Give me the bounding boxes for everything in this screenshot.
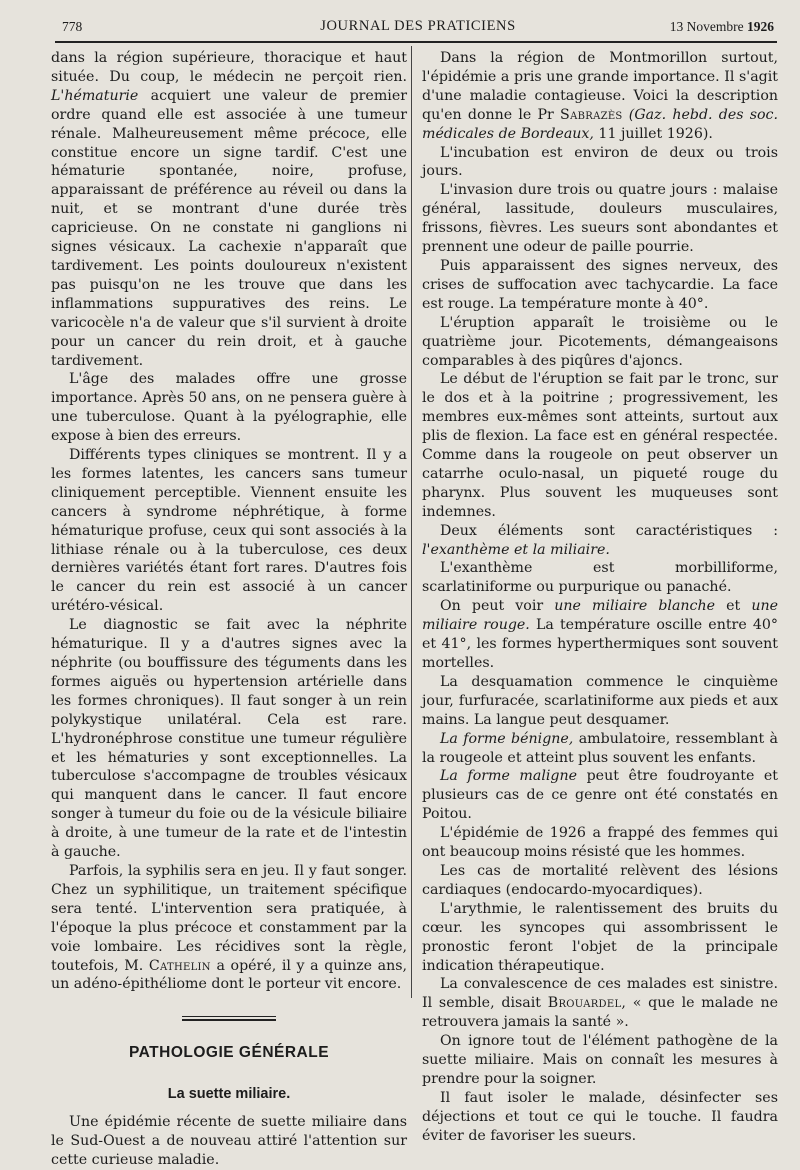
paragraph: La forme maligne peut être foudroyante et plusieurs cas de ce genre ont été constatés en Poitou. — [422, 768, 778, 823]
paragraph: Il faut isoler le malade, désinfecter ses déjections et tout ce qui le touche. Il faudra éviter de favoriser les sueurs. — [422, 1089, 778, 1144]
header-rule — [55, 41, 777, 43]
paragraph: On ignore tout de l'élément pathogène de la suette miliaire. Mais on connaît les mesures à prendre pour la soigner. — [422, 1033, 778, 1087]
paragraph: La desquamation commence le cinquième jour, furfuracée, scarlatiniforme aux pieds et aux mains. La langue peut desquamer. — [422, 673, 778, 728]
paragraph: On peut voir une miliaire blanche et une miliaire rouge. La température oscille entre 40° et 41°, les formes hyperthermiques sont souvent mortelles. — [422, 598, 779, 671]
paragraph: La forme bénigne, ambulatoire, ressemblant à la rougeole et atteint plus souvent les enfants. — [422, 730, 778, 766]
right-column — [422, 49, 778, 1146]
running-header — [62, 17, 774, 41]
column-divider — [411, 46, 412, 998]
paragraph: Parfois, la syphilis sera en jeu. Il y faut songer. Chez un syphilitique, un traitement spécifique sera tenté. L'intervention sera pratiquée, à l'époque la plus précoce et constamment par la voie lombaire. Les récidives sont la règle, toutefois, M. Cathelin a opéré, il y a quinze ans, un adéno-épithéliome dont le porteur vit encore. — [51, 862, 408, 993]
section-title: PATHOLOGIE GÉNÉRALE — [128, 1044, 330, 1062]
paragraph: La convalescence de ces malades est sinistre. Il semble, disait Brouardel, « que le malade ne retrouvera jamais la santé ». — [422, 976, 778, 1031]
paragraph: Différents types cliniques se montrent. Il y a les formes latentes, les cancers sans tumeur cliniquement perceptible. Viennent ensuite les cancers à syndrome néphrétique, à forme hématurique profuse, ceux qui sont associés à la lithiase rénale ou à la tuberculose, ces deux dernières variétés étant fort rares. D'autres fois le cancer du rein est associé à un cancer urétéro-vésical. — [51, 447, 407, 615]
paragraph: Le début de l'éruption se fait par le tronc, sur le dos et à la poitrine ; progressivement, les membres eux-mêmes sont atteints, surtout aux plis de flexion. La face est en général respectée. Comme dans la rougeole on peut observer un catarrhe oculo-nasal, un piqueté rouge du pharynx. Plus souvent les muqueuses sont indemnes. — [422, 371, 778, 520]
paragraph: L'âge des malades offre une grosse importance. Après 50 ans, on ne pensera guère à une tuberculose. Quant à la pyélographie, elle expose à bien des erreurs. — [51, 371, 407, 445]
article-title: La suette miliaire. — [167, 1086, 291, 1103]
paragraph: L'invasion dure trois ou quatre jours : malaise général, lassitude, douleurs musculaires, frissons, fièvres. Les sueurs sont abondantes et prennent une odeur de paille pourrie. — [422, 182, 778, 256]
paragraph: L'incubation est environ de deux ou trois jours. — [422, 144, 778, 180]
left-column — [51, 49, 407, 1170]
paragraph: Les cas de mortalité relèvent des lésions cardiaques (endocardo-myocardiques). — [422, 862, 778, 898]
section-ornament-rule — [182, 1016, 276, 1021]
page-number: 778 — [62, 19, 83, 34]
paragraph: Le diagnostic se fait avec la néphrite hématurique. Il y a d'autres signes avec la néphrite (ou bouffissure des téguments dans les formes aiguës ou hypertension artérielle dans les formes chroniques). Il faut songer à un rein polykystique unilatéral. Cela est rare. L'hydronéphrose constitue une tumeur régulière et les hématuries y sont exceptionnelles. La tuberculose s'accompagne de troubles vésicaux qui manquent dans le cancer. Il faut encore songer à tumeur du foie ou de la vésicule biliaire à droite, à une tumeur de la rate et de l'intestin à gauche. — [51, 617, 407, 861]
paragraph: L'arythmie, le ralentissement des bruits du cœur. les syncopes qui assombrissent le pronostic feront l'objet de la principale indication thérapeutique. — [422, 900, 778, 974]
paragraph: Puis apparaissent des signes nerveux, des crises de suffocation avec tachycardie. La face est rouge. La température monte à 40°. — [422, 257, 778, 312]
issue-date: 13 Novembre 1926 — [669, 19, 774, 34]
paragraph: L'épidémie de 1926 a frappé des femmes qui ont beaucoup moins résisté que les hommes. — [422, 825, 778, 861]
paragraph: L'éruption apparaît le troisième ou le quatrième jour. Picotements, démangeaisons comparables à des piqûres d'ajoncs. — [422, 314, 778, 369]
journal-title: JOURNAL DES PRATICIENS — [320, 18, 516, 34]
paragraph: L'exanthème est morbilliforme, scarlatiniforme ou purpurique ou panaché. — [422, 560, 778, 596]
paragraph: dans la région supérieure, thoracique et haut située. Du coup, le médecin ne perçoit rien. L'hématurie acquiert une valeur de premier ordre quand elle est associée à une tumeur rénale. Malheureusement même précoce, elle constitue encore un signe tardif. C'est une hématurie spontanée, noire, profuse, apparaissant de préférence au réveil ou dans la nuit, et se montrant d'une durée très capricieuse. On ne constate ni ganglions ni signes vésicaux. La cachexie n'apparaît que tardivement. Les points douloureux n'existent pas puisqu'on ne les trouve que dans les inflammations suppuratives des reins. Le varicocèle n'a de valeur que s'il survient à droite pour un cancer du rein droit, et à gauche tardivement. — [51, 50, 407, 369]
paragraph: Deux éléments sont caractéristiques : l'exanthème et la miliaire. — [422, 522, 778, 558]
paragraph: Une épidémie récente de suette miliaire dans le Sud-Ouest a de nouveau attiré l'attention sur cette curieuse maladie. — [51, 1114, 407, 1168]
paragraph: Dans la région de Montmorillon surtout, l'épidémie a pris une grande importance. Il s'agit d'une maladie contagieuse. Voici la description qu'en donne le Pr Sabrazès (Gaz. hebd. des soc. médicales de Bordeaux, 11 juillet 1926). — [422, 50, 778, 142]
